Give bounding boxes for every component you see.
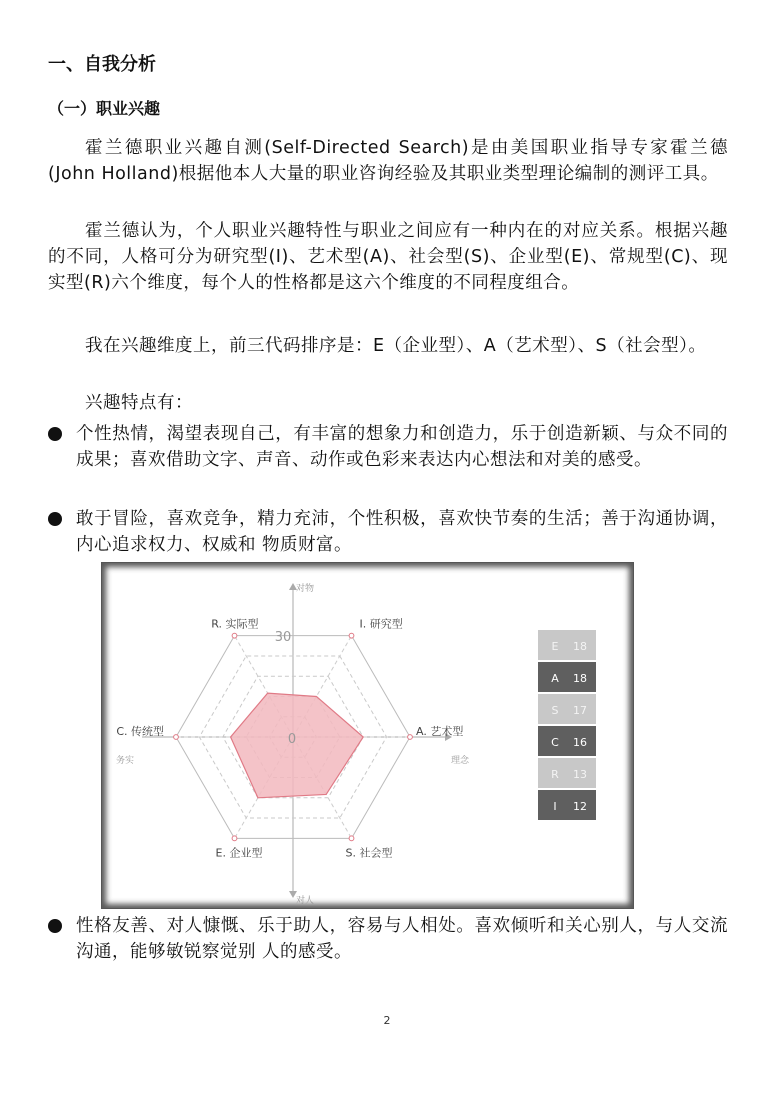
- legend-row-bg: [538, 726, 596, 756]
- legend-code: C: [551, 736, 559, 749]
- radar-chart-figure: [101, 562, 634, 909]
- legend-value: 17: [573, 704, 587, 717]
- axis-label: A. 艺术型: [416, 725, 464, 738]
- vertex-dot: [349, 633, 354, 638]
- legend-row-bg: [538, 758, 596, 788]
- bullet-dot-icon: [48, 512, 62, 526]
- vertex-dot: [232, 836, 237, 841]
- paragraph-intro: 霍兰德职业兴趣自测(Self-Directed Search)是由美国职业指导专家霍兰德(John Holland)根据他本人大量的职业咨询经验及其职业类型理论编制的测评工具。: [48, 138, 728, 184]
- page-number: 2: [383, 1014, 391, 1027]
- annotation-top: 对物: [296, 584, 315, 594]
- axis-label: I. 研究型: [359, 617, 403, 631]
- bullet-item: [48, 913, 728, 965]
- vertex-dot: [232, 633, 237, 638]
- legend-code: I: [553, 800, 557, 813]
- legend-row-bg: [538, 630, 596, 660]
- annotation-right: 理念: [451, 756, 470, 766]
- bullet-text: 性格友善、对人慷慨、乐于助人，容易与人相处。喜欢倾听和关心别人，与人交流沟通，能够敏锐察觉别 人的感受。: [76, 916, 728, 962]
- vertex-dot: [408, 735, 413, 740]
- annotation-left: 务实: [116, 756, 135, 766]
- bullet-text: 敢于冒险，喜欢竞争，精力充沛，个性积极，喜欢快节奏的生活；善于沟通协调，内心追求权力、权威和 物质财富。: [76, 509, 728, 555]
- section-heading: 一、自我分析: [48, 54, 156, 75]
- legend-value: 18: [573, 640, 587, 653]
- legend-row-bg: [538, 790, 596, 820]
- axis-label: E. 企业型: [215, 846, 263, 860]
- bullet-item: [48, 506, 728, 558]
- legend-value: 13: [573, 768, 587, 781]
- tick-label: 30: [274, 630, 292, 645]
- legend-value: 12: [573, 800, 587, 813]
- subsection-heading: （一）职业兴趣: [48, 99, 161, 118]
- axis-label: R. 实际型: [211, 617, 259, 631]
- annotation-bottom: 对人: [296, 896, 315, 906]
- paragraph-theory: 霍兰德认为，个人职业兴趣特性与职业之间应有一种内在的对应关系。根据兴趣的不同，人格可分为研究型(I)、艺术型(A)、社会型(S)、企业型(E)、常规型(C)、现实型(R)六个维度，每个人的性格都是这六个维度的不同程度组合。: [48, 221, 728, 293]
- legend-code: E: [551, 640, 559, 653]
- legend-row-bg: [538, 694, 596, 724]
- bullet-text: 个性热情，渴望表现自己，有丰富的想象力和创造力，乐于创造新颖、与众不同的成果；喜欢借助文字、声音、动作或色彩来表达内心想法和对美的感受。: [76, 424, 728, 470]
- paragraph-traits-lead: 兴趣特点有：: [85, 393, 193, 413]
- axis-label: C. 传统型: [116, 725, 164, 738]
- bullet-dot-icon: [48, 427, 62, 441]
- legend-code: S: [551, 704, 559, 717]
- vertex-dot: [174, 735, 179, 740]
- vertex-dot: [349, 836, 354, 841]
- legend-code: R: [551, 768, 559, 781]
- legend-value: 18: [573, 672, 587, 685]
- data-area: [231, 693, 364, 798]
- legend-code: A: [551, 672, 559, 685]
- paragraph-code-order: 我在兴趣维度上，前三代码排序是：E（企业型）、A（艺术型）、S（社会型）。: [85, 336, 707, 356]
- tick-label: 0: [287, 732, 297, 747]
- radar-chart: [102, 563, 633, 908]
- legend-row-bg: [538, 662, 596, 692]
- bullet-dot-icon: [48, 919, 62, 933]
- bullet-item: [48, 421, 728, 473]
- axis-label: S. 社会型: [345, 846, 393, 860]
- legend-value: 16: [573, 736, 587, 749]
